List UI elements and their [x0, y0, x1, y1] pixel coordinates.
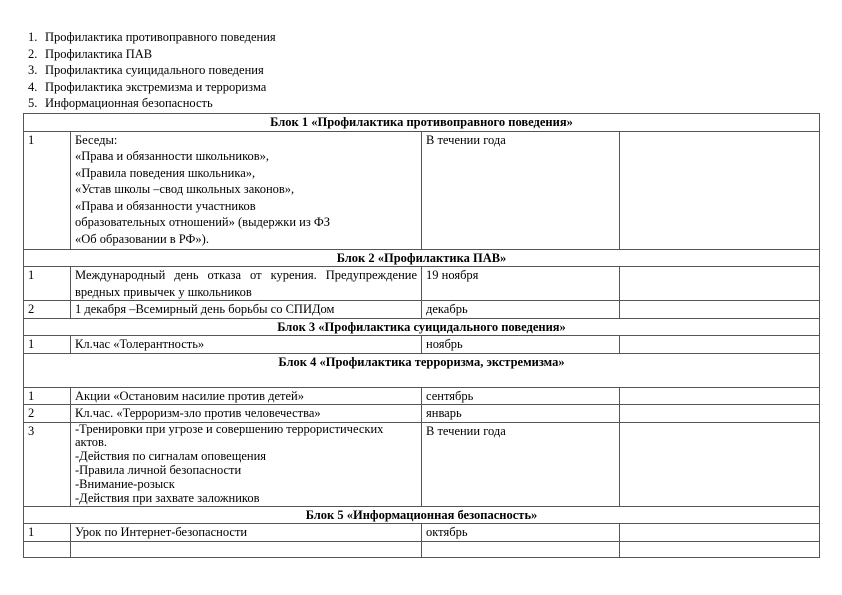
empty-cell — [422, 541, 620, 557]
table-row — [24, 336, 820, 354]
topics-list — [28, 29, 276, 112]
table-row — [24, 422, 820, 506]
date-cell: октябрь — [422, 524, 620, 542]
empty-cell — [71, 541, 422, 557]
date-cell: В течении года — [422, 422, 620, 506]
topic-label: Профилактика противоправного поведения — [45, 30, 276, 44]
row-number: 1 — [24, 267, 71, 301]
table-row — [24, 301, 820, 319]
activity-line: Международный день отказа от курения. Предупреждение — [75, 268, 417, 282]
row-number: 3 — [24, 422, 71, 506]
empty-cell — [620, 524, 820, 542]
activity-cell — [71, 267, 422, 301]
activity-line: «Об образовании в РФ»). — [75, 231, 209, 246]
block-header-row — [24, 318, 820, 336]
activity-line: «Права и обязанности школьников», — [75, 149, 270, 163]
date-cell: сентябрь — [422, 387, 620, 405]
topic-label: Профилактика экстремизма и терроризма — [45, 79, 267, 94]
row-number: 2 — [24, 301, 71, 319]
activity-cell: 1 декабря –Всемирный день борьбы со СПИДом — [71, 301, 422, 319]
date-cell: В течении года — [422, 131, 620, 249]
topic-item: 1. Профилактика противоправного поведения — [28, 30, 276, 44]
date-cell: ноябрь — [422, 336, 620, 354]
block-header-row — [24, 506, 820, 524]
empty-cell — [620, 301, 820, 319]
row-number: 1 — [24, 131, 71, 249]
activity-line: -Внимание-розыск — [75, 477, 175, 492]
date-cell: 19 ноября — [422, 267, 620, 301]
topic-item: 2. Профилактика ПАВ — [28, 46, 153, 61]
empty-cell — [620, 387, 820, 405]
table-row — [24, 541, 820, 557]
topic-item: 5. Информационная безопасность — [28, 96, 213, 111]
empty-cell — [24, 541, 71, 557]
table-row — [24, 524, 820, 542]
activity-line: «Правила поведения школьника», — [75, 165, 256, 180]
empty-cell — [620, 422, 820, 506]
row-number: 1 — [24, 387, 71, 405]
topic-item: 4. Профилактика экстремизма и терроризма — [28, 79, 267, 94]
table-row — [24, 405, 820, 423]
activity-line: Беседы: — [75, 132, 118, 147]
activity-cell: Урок по Интернет-безопасности — [71, 524, 422, 542]
empty-cell — [620, 267, 820, 301]
block-1-title: Блок 1 «Профилактика противоправного поведения» — [24, 114, 820, 132]
row-number: 1 — [24, 336, 71, 354]
block-5-title: Блок 5 «Информационная безопасность» — [24, 506, 820, 524]
empty-cell — [620, 131, 820, 249]
empty-cell — [620, 336, 820, 354]
block-2-title: Блок 2 «Профилактика ПАВ» — [24, 249, 820, 267]
topic-label: Профилактика ПАВ — [45, 46, 153, 61]
activity-line: -Правила личной безопасности — [75, 463, 242, 478]
block-3-title: Блок 3 «Профилактика суицидального поведения» — [24, 318, 820, 336]
row-number: 1 — [24, 524, 71, 542]
table-row — [24, 131, 820, 249]
activity-line: «Права и обязанности участников — [75, 198, 256, 213]
activity-cell: Акции «Остановим насилие против детей» — [71, 387, 422, 405]
empty-cell — [620, 405, 820, 423]
block-header-row — [24, 114, 820, 132]
activity-line: -Тренировки при угрозе и совершению террористических актов. — [75, 421, 384, 450]
date-cell: январь — [422, 405, 620, 423]
topic-label: Информационная безопасность — [45, 96, 213, 111]
activity-cell — [71, 131, 422, 249]
activity-cell: Кл.час. «Терроризм-зло против человечества» — [71, 405, 422, 423]
activity-cell: Кл.час «Толерантность» — [71, 336, 422, 354]
activity-line: «Устав школы –свод школьных законов», — [75, 182, 295, 196]
plan-table — [23, 113, 820, 558]
block-header-row — [24, 249, 820, 267]
topic-label: Профилактика суицидального поведения — [45, 63, 264, 78]
block-4-title: Блок 4 «Профилактика терроризма, экстремизма» — [24, 353, 820, 387]
topic-item: 3. Профилактика суицидального поведения — [28, 63, 264, 78]
activity-line: -Действия по сигналам оповещения — [75, 449, 267, 464]
table-row — [24, 387, 820, 405]
table-row — [24, 267, 820, 301]
empty-cell — [620, 541, 820, 557]
activity-cell — [71, 422, 422, 506]
activity-line: вредных привычек у школьников — [75, 284, 252, 299]
block-header-row — [24, 353, 820, 387]
date-cell: декабрь — [422, 301, 620, 319]
activity-line: образовательных отношений» (выдержки из ФЗ — [75, 215, 331, 229]
activity-line: -Действия при захвате заложников — [75, 491, 260, 506]
row-number: 2 — [24, 405, 71, 423]
